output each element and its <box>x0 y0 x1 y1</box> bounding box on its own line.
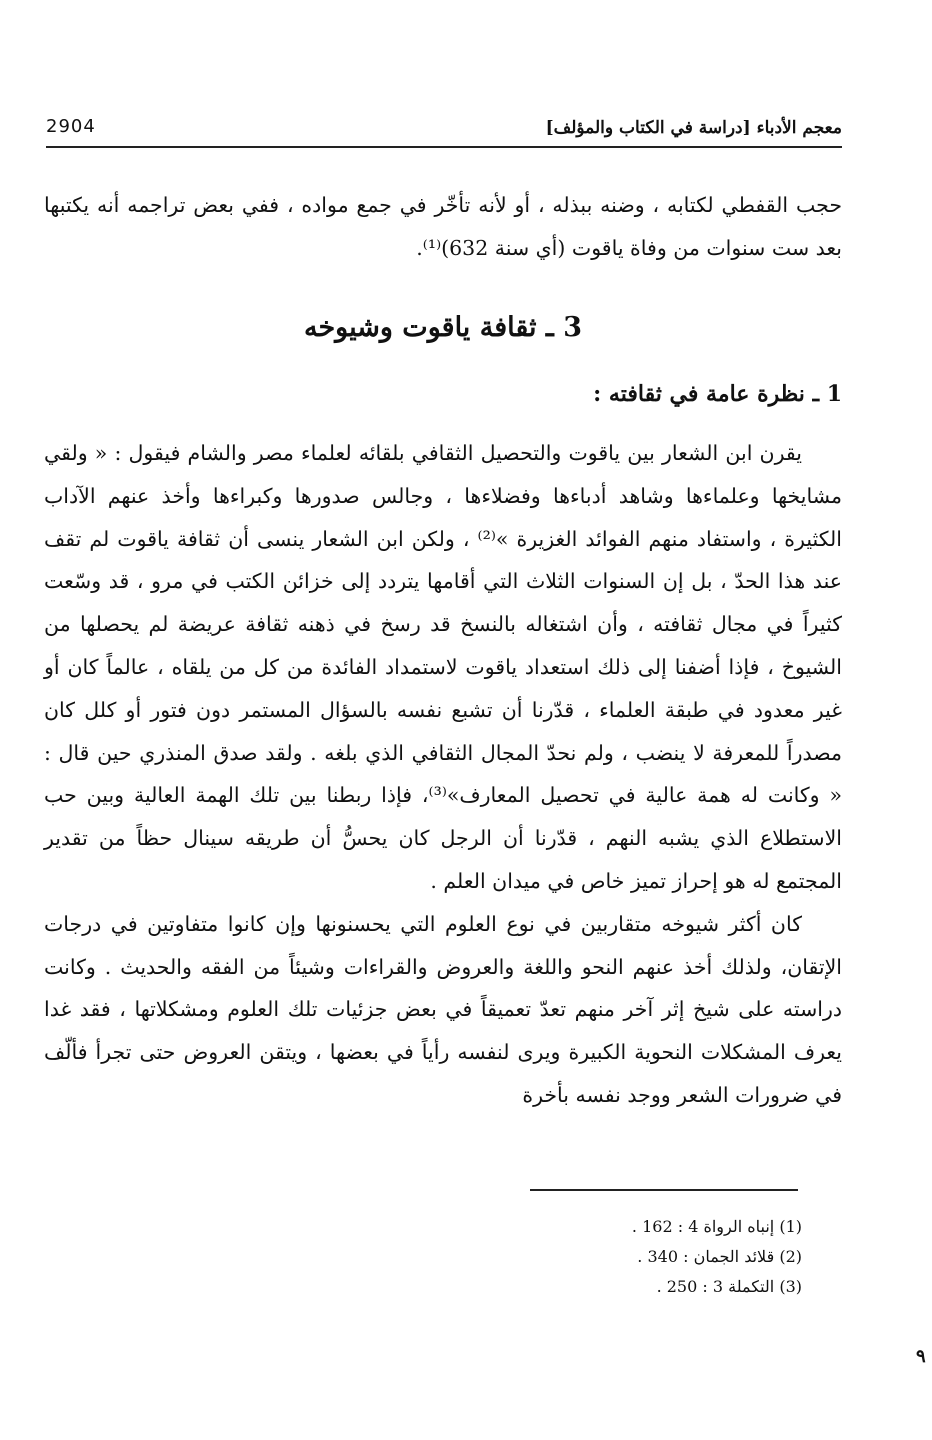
intro-text-block <box>44 184 842 270</box>
section-heading: 3 ـ ثقافة ياقوت وشيوخه <box>303 312 583 343</box>
section-text-block <box>44 432 842 1117</box>
footnote-3: (3) التكملة 3 : 250 . <box>656 1277 802 1296</box>
page-edge-mark: ٩ <box>916 1346 926 1367</box>
footnote-1: (1) إنباه الرواة 4 : 162 . <box>631 1217 802 1236</box>
footnotes <box>302 1212 802 1302</box>
body-paragraph-2: كان أكثر شيوخه متقاربين في نوع العلوم التي يحسنونها وإن كانوا متفاوتين في درجات الإتقان، ولذلك أخذ عنهم النحو واللغة والعروض والقراءات وشيئاً من الفقه والحديث . وكانت دراسته على شيخ إثر آخر منهم تعدّ تعميقاً في بعض جزئيات تلك العلوم ومشكلاتها ، فقد غدا يعرف المشكلات النحوية الكبيرة ويرى لنفسه رأياً في بعضها ، ويتقن العروض حتى تجرأ فألّف في ضرورات الشعر ووجد نفسه بأخرة <box>44 911 842 1107</box>
intro-paragraph: حجب القفطي لكتابه ، وضنه ببذله ، أو لأنه تأخّر في جمع مواده ، ففي بعض تراجمه أنه يكتبها بعد ست سنوات من وفاة ياقوت (أي سنة 632)⁽¹⁾. <box>44 193 842 260</box>
page-number: 2904 <box>46 116 96 137</box>
body-paragraph-1: يقرن ابن الشعار بين ياقوت والتحصيل الثقافي بلقائه لعلماء مصر والشام فيقول : « ولقي مشايخها وعلماءها وشاهد أدباءها وفضلاءها ، وجالس صدورها وكبراءها وأخذ عنهم الآداب الكثيرة ، واستفاد منهم الفوائد الغزيرة »⁽²⁾ ، ولكن ابن الشعار ينسى أن ثقافة ياقوت لم تقف عند هذا الحدّ ، بل إن السنوات الثلاث التي أقامها يتردد إلى خزائن الكتب في مرو ، قد وسّعت كثيراً في مجال ثقافته ، وأن اشتغاله بالنسخ قد رسخ في ذهنه ثقافة عريضة لم يحصلها من الشيوخ ، فإذا أضفنا إلى ذلك استعداد ياقوت لاستمداد الفائدة من كل من يلقاه ، عالماً كان أو غير معدود في طبقة العلماء ، قدّرنا أن تشبع نفسه بالسؤال المستمر دون فتور أو كلل كان مصدراً للمعرفة لا ينضب ، ولم نحدّ المجال الثقافي الذي بلغه . ولقد صدق المنذري حين قال : « وكانت له همة عالية في تحصيل المعارف»⁽³⁾، فإذا ربطنا بين تلك الهمة العالية وبين حب الاستطلاع الذي يشبه النهم ، قدّرنا أن الرجل كان يحسُّ أن طريقه سينال حظاً من تقدير المجتمع له هو إحراز تميز خاص في ميدان العلم . <box>44 441 842 893</box>
subsection-heading: 1 ـ نظرة عامة في ثقافته : <box>593 381 842 407</box>
footnote-divider <box>530 1189 798 1191</box>
running-header <box>46 112 842 148</box>
running-header-title: معجم الأدباء [دراسة في الكتاب والمؤلف] <box>545 118 842 138</box>
footnote-2: (2) قلائد الجمان : 340 . <box>637 1247 802 1266</box>
